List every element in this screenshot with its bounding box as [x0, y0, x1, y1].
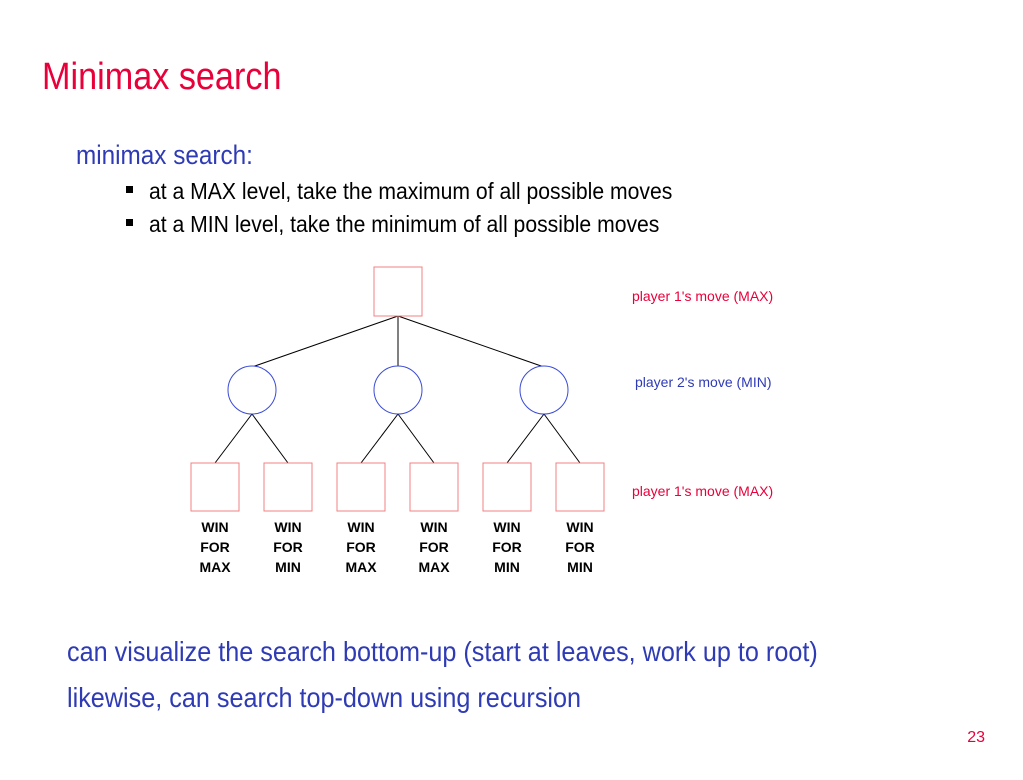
leaf-label-line: MAX [199, 559, 231, 575]
level-label-max: player 1's move (MAX) [632, 288, 774, 304]
leaf-label-line: FOR [565, 539, 595, 555]
leaf-max-node [556, 463, 604, 511]
leaf-outcome-label [258, 517, 318, 577]
level-label-min: player 2's move (MIN) [635, 374, 772, 390]
min-node [520, 366, 568, 414]
leaf-label-line: FOR [200, 539, 230, 555]
leaf-label-line: WIN [566, 519, 594, 535]
intro-heading: minimax search: [76, 140, 253, 170]
level-label-max: player 1's move (MAX) [632, 483, 774, 499]
leaf-max-node [410, 463, 458, 511]
tree-edge [507, 414, 544, 463]
leaf-label-line: WIN [493, 519, 521, 535]
tree-edge [252, 414, 288, 463]
leaf-label-line: MAX [418, 559, 450, 575]
leaf-outcome-label [185, 517, 245, 577]
tree-edge [252, 316, 398, 367]
min-node [228, 366, 276, 414]
leaf-outcome-label [404, 517, 464, 577]
leaf-outcome-label [550, 517, 610, 577]
slide-title: Minimax search [42, 56, 282, 98]
page-number: 23 [967, 729, 985, 746]
tree-edge [398, 316, 544, 367]
leaf-label-line: MAX [345, 559, 377, 575]
summary-line: can visualize the search bottom-up (start at leaves, work up to root) [67, 636, 818, 667]
leaf-outcome-label [331, 517, 391, 577]
root-max-node [374, 267, 422, 316]
bullet-text: at a MIN level, take the minimum of all possible moves [149, 211, 660, 237]
leaf-label-line: FOR [492, 539, 522, 555]
leaf-max-node [337, 463, 385, 511]
leaf-label-line: MIN [494, 559, 520, 575]
leaf-label-line: MIN [567, 559, 593, 575]
leaf-outcome-label [477, 517, 537, 577]
leaf-label-line: WIN [201, 519, 229, 535]
leaf-max-node [264, 463, 312, 511]
leaf-max-node [191, 463, 239, 511]
min-node [374, 366, 422, 414]
leaf-label-line: WIN [420, 519, 448, 535]
tree-edge [544, 414, 580, 463]
leaf-label-line: FOR [419, 539, 449, 555]
leaf-label-line: MIN [275, 559, 301, 575]
leaf-label-line: WIN [347, 519, 375, 535]
tree-edge [215, 414, 252, 463]
tree-edge [398, 414, 434, 463]
bullet-text: at a MAX level, take the maximum of all possible moves [149, 178, 673, 204]
tree-edge [361, 414, 398, 463]
summary-line: likewise, can search top-down using recursion [67, 682, 582, 713]
leaf-label-line: FOR [273, 539, 303, 555]
leaf-label-line: WIN [274, 519, 302, 535]
leaf-max-node [483, 463, 531, 511]
leaf-label-line: FOR [346, 539, 376, 555]
